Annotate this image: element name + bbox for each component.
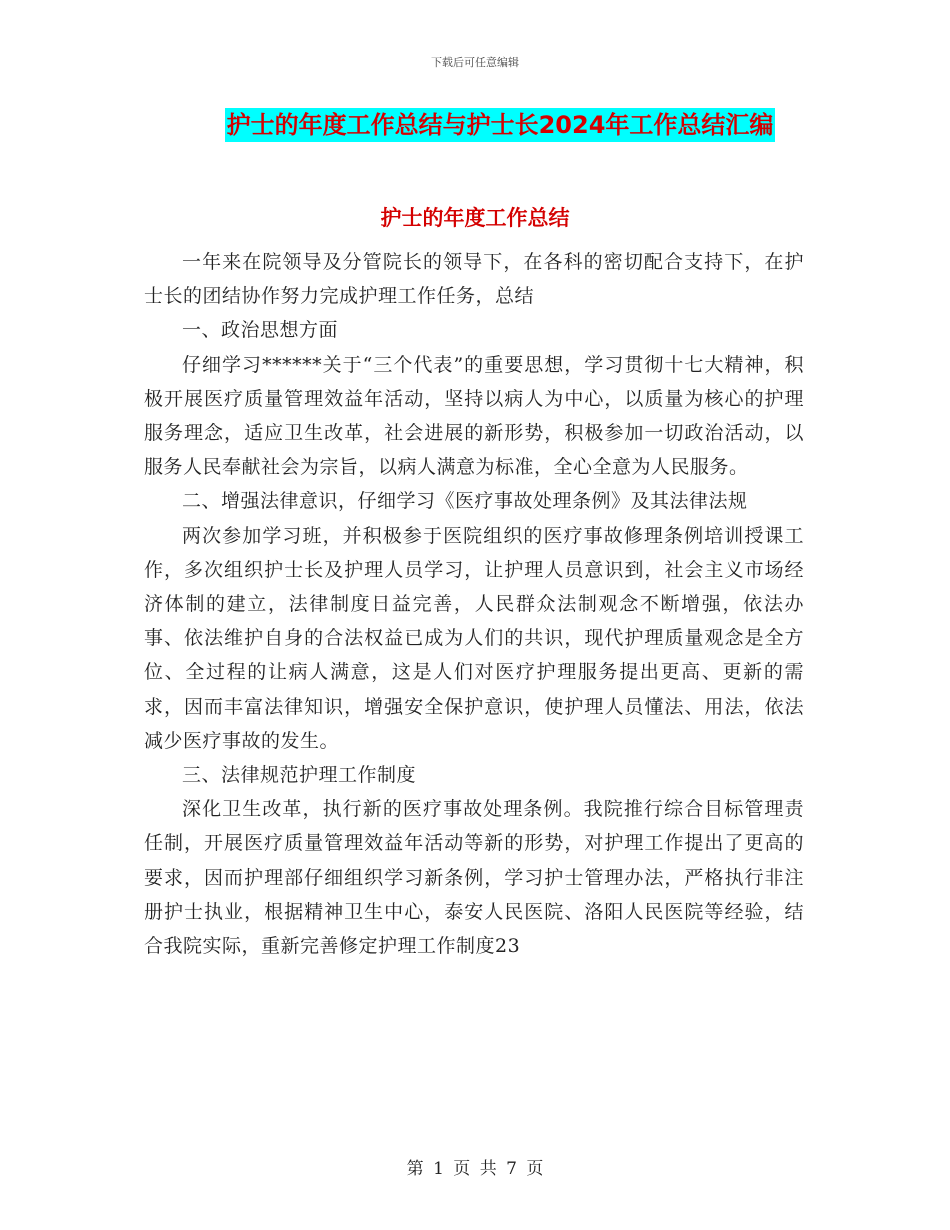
paragraph-legal-norms: 深化卫生改革，执行新的医疗事故处理条例。我院推行综合目标管理责任制，开展医疗质量管理效益年活动等新的形势，对护理工作提出了更高的要求，因而护理部仔细组织学习新条例，学习护士管理办法，严格执行非注册护士执业，根据精神卫生中心，泰安人民医院、洛阳人民医院等经验，结合我院实际，重新完善修定护理工作制度23 [144, 798, 804, 958]
document-body [144, 245, 804, 963]
paragraph-political: 仔细学习******关于“三个代表”的重要思想，学习贯彻十七大精神，积极开展医疗质量管理效益年活动，坚持以病人为中心，以质量为核心的护理服务理念，适应卫生改革，社会进展的新形势，积极参加一切政治活动，以服务人民奉献社会为宗旨，以病人满意为标准，全心全意为人民服务。 [144, 353, 804, 479]
section-title: 护士的年度工作总结 [380, 206, 570, 230]
page-header-note: 下载后可任意编辑 [431, 56, 519, 69]
heading-legal-awareness: 二、增强法律意识，仔细学习《医疗事故处理条例》及其法律法规 [182, 490, 748, 513]
document-title: 护士的年度工作总结与护士长2024年工作总结汇编 [225, 108, 776, 142]
page-footer: 第 1 页 共 7 页 [406, 1159, 544, 1179]
heading-legal-norms: 三、法律规范护理工作制度 [182, 764, 417, 787]
document-title-container [0, 108, 950, 142]
heading-political: 一、政治思想方面 [182, 319, 339, 342]
paragraph-legal-awareness: 两次参加学习班，并积极参于医院组织的医疗事故修理条例培训授课工作，多次组织护士长及护理人员学习，让护理人员意识到，社会主义市场经济体制的建立，法律制度日益完善，人民群众法制观念不断增强，依法办事、依法维护自身的合法权益已成为人们的共识，现代护理质量观念是全方位、全过程的让病人满意，这是人们对医疗护理服务提出更高、更新的需求，因而丰富法律知识，增强安全保护意识，使护理人员懂法、用法，依法减少医疗事故的发生。 [144, 524, 804, 752]
paragraph-intro: 一年来在院领导及分管院长的领导下，在各科的密切配合支持下，在护士长的团结协作努力完成护理工作任务，总结 [144, 251, 804, 308]
